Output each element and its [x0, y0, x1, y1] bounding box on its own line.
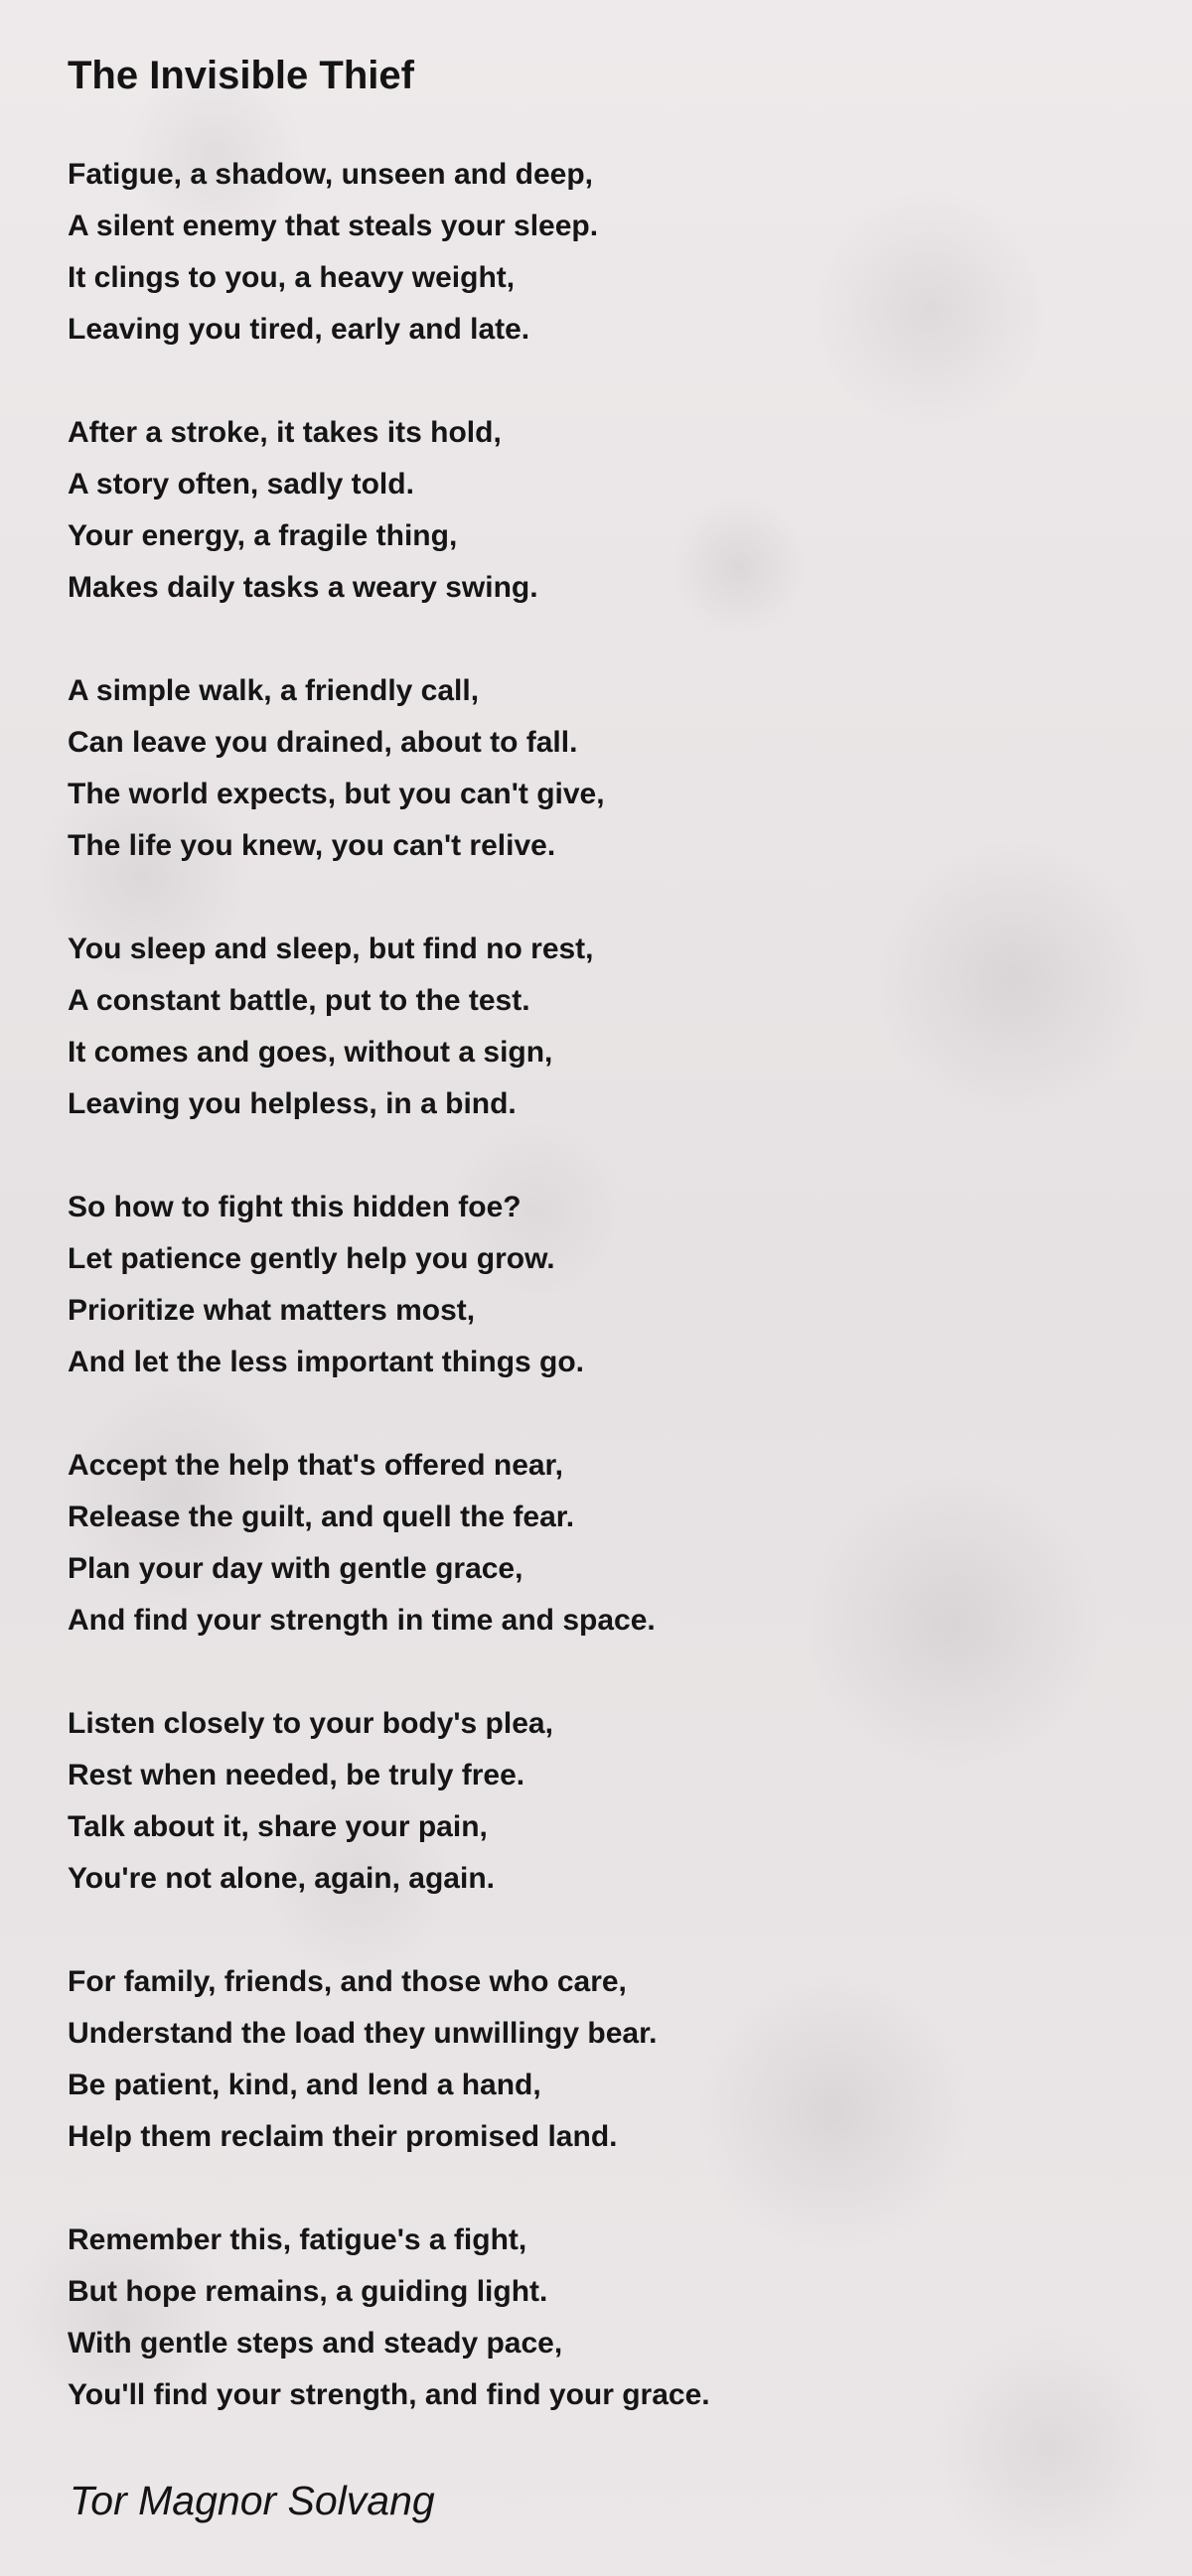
poem-title: The Invisible Thief	[68, 54, 414, 97]
poem-line: Plan your day with gentle grace,	[68, 1552, 523, 1585]
poem-line: You sleep and sleep, but find no rest,	[68, 932, 594, 965]
stanza-2	[68, 407, 1140, 614]
poem-line: But hope remains, a guiding light.	[68, 2275, 548, 2308]
poem-line: Release the guilt, and quell the fear.	[68, 1501, 575, 1533]
poem-line: And find your strength in time and space.	[68, 1604, 656, 1637]
poem-line: Rest when needed, be truly free.	[68, 1759, 525, 1791]
poem-line: You'll find your strength, and find your grace.	[68, 2378, 710, 2411]
poem-line: And let the less important things go.	[68, 1346, 585, 1378]
poem-line: Fatigue, a shadow, unseen and deep,	[68, 158, 593, 191]
poem-line: It clings to you, a heavy weight,	[68, 261, 516, 294]
stanza-5	[68, 1182, 1140, 1388]
poem-line: Understand the load they unwillingy bear.	[68, 2017, 658, 2050]
stanza-1	[68, 149, 1140, 356]
stanza-4	[68, 924, 1140, 1130]
poem-line: For family, friends, and those who care,	[68, 1965, 627, 1998]
poem-line: Leaving you helpless, in a bind.	[68, 1087, 517, 1120]
poem-line: Prioritize what matters most,	[68, 1294, 476, 1327]
poem-line: Makes daily tasks a weary swing.	[68, 571, 538, 604]
poem-line: After a stroke, it takes its hold,	[68, 416, 502, 449]
poem-line: A simple walk, a friendly call,	[68, 674, 480, 707]
poem-line: Let patience gently help you grow.	[68, 1242, 555, 1275]
poem-line: With gentle steps and steady pace,	[68, 2327, 563, 2360]
poem-line: You're not alone, again, again.	[68, 1862, 495, 1895]
stanza-6	[68, 1440, 1140, 1646]
poem-line: Your energy, a fragile thing,	[68, 519, 458, 552]
poem-line: Listen closely to your body's plea,	[68, 1707, 553, 1740]
poem-line: The life you knew, you can't relive.	[68, 829, 556, 862]
stanza-7	[68, 1698, 1140, 1905]
poem-body	[68, 149, 1140, 2473]
poem-line: A constant battle, put to the test.	[68, 984, 530, 1017]
poem-line: Be patient, kind, and lend a hand,	[68, 2069, 541, 2101]
poem-line: Can leave you drained, about to fall.	[68, 726, 578, 759]
poem-author: Tor Magnor Solvang	[70, 2478, 435, 2523]
poem-line: The world expects, but you can't give,	[68, 778, 605, 810]
poem-line: It comes and goes, without a sign,	[68, 1036, 553, 1069]
stanza-3	[68, 665, 1140, 872]
stanza-8	[68, 1956, 1140, 2163]
poem-line: A silent enemy that steals your sleep.	[68, 210, 599, 242]
poem-line: Help them reclaim their promised land.	[68, 2120, 618, 2153]
poem-line: A story often, sadly told.	[68, 468, 414, 501]
poem-line: Talk about it, share your pain,	[68, 1810, 488, 1843]
poem-line: So how to fight this hidden foe?	[68, 1191, 522, 1223]
stanza-9	[68, 2215, 1140, 2421]
poem-line: Leaving you tired, early and late.	[68, 313, 530, 346]
poem-line: Remember this, fatigue's a fight,	[68, 2223, 527, 2256]
poem-line: Accept the help that's offered near,	[68, 1449, 563, 1482]
